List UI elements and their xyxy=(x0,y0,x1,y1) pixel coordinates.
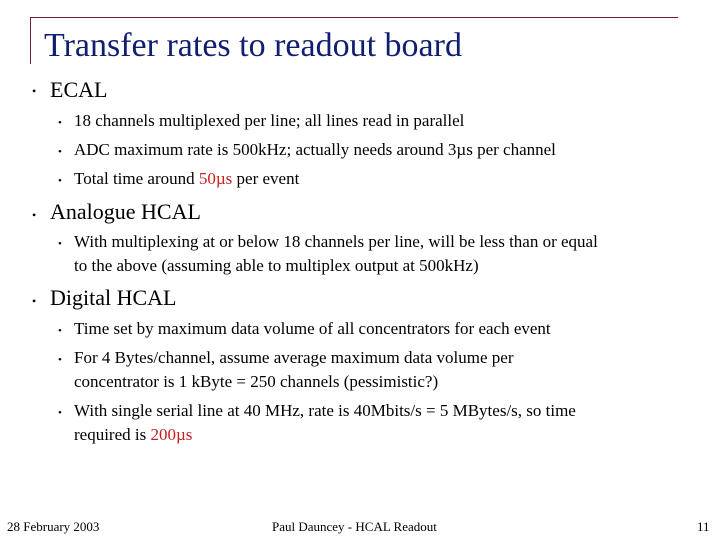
ecal-item-2: ADC maximum rate is 500kHz; actually needs around 3µs per channel xyxy=(74,140,556,159)
bullet-icon: • xyxy=(32,294,37,308)
digital-hcal-item-3-line-2 xyxy=(74,423,192,447)
analogue-hcal-item-1-line-1: With multiplexing at or below 18 channels per line, will be less than or equal xyxy=(74,232,598,251)
footer-author: Paul Dauncey - HCAL Readout xyxy=(272,519,437,534)
sub-bullet-icon: • xyxy=(58,325,62,337)
bullet-icon: • xyxy=(32,208,37,222)
sub-bullet-icon: • xyxy=(58,175,62,187)
digital-hcal-item-2-line-1: For 4 Bytes/channel, assume average maximum data volume per xyxy=(74,348,514,367)
analogue-hcal-item-1-line-2: to the above (assuming able to multiplex output at 500kHz) xyxy=(74,256,479,275)
section-heading-ecal: ECAL xyxy=(50,77,108,102)
ecal-item-1: 18 channels multiplexed per line; all lines read in parallel xyxy=(74,111,465,130)
ecal-item-3-post: per event xyxy=(232,169,300,188)
digital-hcal-item-3-line-1: With single serial line at 40 MHz, rate is 40Mbits/s = 5 MBytes/s, so time xyxy=(74,401,576,420)
section-heading-digital-hcal: Digital HCAL xyxy=(50,285,177,310)
sub-bullet-icon: • xyxy=(58,407,62,419)
sub-bullet-icon: • xyxy=(58,146,62,158)
digital-hcal-time-highlight: 200µs xyxy=(150,425,193,444)
ecal-total-time-highlight: 50µs xyxy=(198,169,233,188)
sub-bullet-icon: • xyxy=(58,117,62,129)
ecal-item-3-pre: Total time around xyxy=(74,169,199,188)
slide-title: Transfer rates to readout board xyxy=(44,27,462,64)
sub-bullet-icon: • xyxy=(58,354,62,366)
footer-date: 28 February 2003 xyxy=(7,519,100,534)
digital-hcal-item-1: Time set by maximum data volume of all concentrators for each event xyxy=(74,319,551,338)
sub-bullet-icon: • xyxy=(58,238,62,250)
digital-hcal-item-3-pre: required is xyxy=(74,425,151,444)
ecal-item-3 xyxy=(74,167,299,191)
digital-hcal-item-2-line-2: concentrator is 1 kByte = 250 channels (pessimistic?) xyxy=(74,372,439,391)
footer-page-number: 11 xyxy=(697,519,710,534)
section-heading-analogue-hcal: Analogue HCAL xyxy=(50,199,201,224)
bullet-icon: • xyxy=(32,84,37,98)
